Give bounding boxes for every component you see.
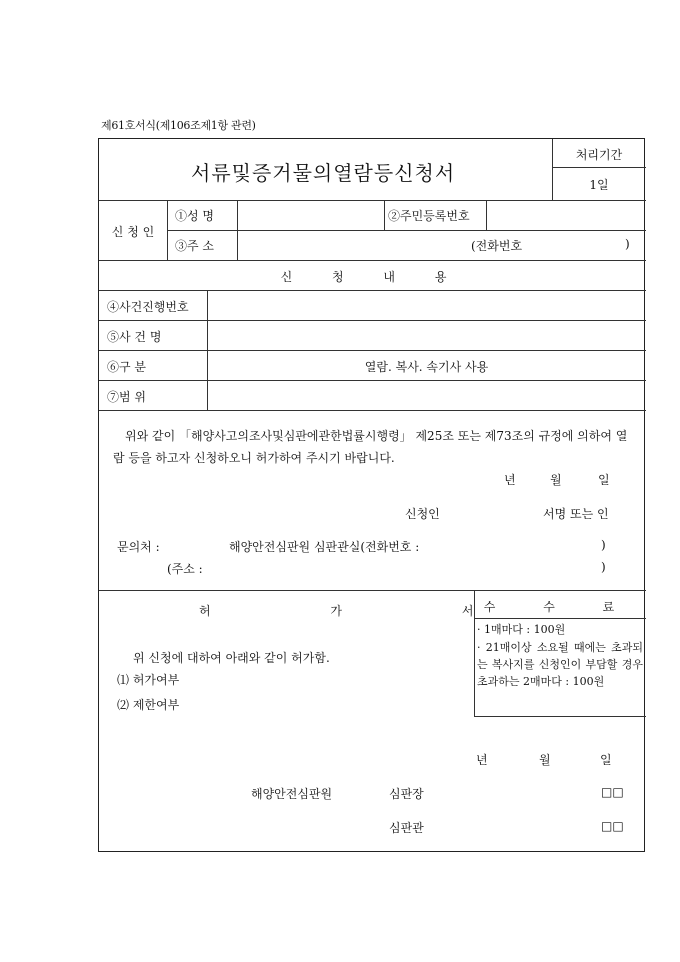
application-form [98,138,645,852]
contact-org: 해양안전심판원 심판관실(전화번호 : [229,540,420,554]
fee-line-2: · 21매이상 소요될 때에는 초과되는 복사지를 신청인이 부담할 경우 초과하는 2매마다 : 100원 [477,641,643,688]
permit-title: 허 가 서 [199,604,532,618]
permit-item-approval: ⑴ 허가여부 [117,673,180,687]
divider [99,410,646,411]
processing-period-label: 처리기간 [575,148,623,162]
category-label: ⑥구 분 [107,360,146,374]
contact-label: 문의처 : [117,540,160,554]
permit-date-day: 일 [600,753,612,767]
chief-judge-seal: □□ [601,785,624,799]
name-field[interactable] [238,201,383,229]
contact-address-close: ) [601,560,606,574]
scope-label: ⑦범 위 [107,390,146,404]
scope-field[interactable] [208,381,645,409]
permit-item-restriction: ⑵ 제한여부 [117,698,180,712]
divider [167,200,168,260]
chief-judge-label: 심판장 [389,787,424,801]
phone-close: ) [625,237,630,251]
case-name-label: ⑤사 건 명 [107,330,162,344]
processing-period-value: 1일 [589,178,609,192]
request-header: 신 청 내 용 [280,270,465,284]
rrn-label: ②주민등록번호 [388,209,470,223]
sign-or-seal-label: 서명 또는 인 [543,507,609,521]
form-number-label: 제61호서식(제106조제1항 관련) [101,119,256,132]
permit-date-year: 년 [476,753,488,767]
case-number-field[interactable] [208,291,645,319]
date-year: 년 [504,473,516,487]
date-month: 월 [550,473,562,487]
date-day: 일 [598,473,610,487]
contact-close: ) [601,538,606,552]
name-label: ①성 명 [175,209,214,223]
authority-org: 해양안전심판원 [251,787,333,801]
judge-label: 심판관 [389,821,424,835]
phone-field[interactable] [535,231,623,259]
permit-date-month: 월 [539,753,551,767]
contact-address-label: (주소 : [167,562,203,576]
applicant-label: 신 청 인 [111,225,155,239]
applicant-signature-label: 신청인 [405,507,440,521]
judge-seal: □□ [601,819,624,833]
rrn-field[interactable] [487,201,645,229]
permit-text: 위 신청에 대하여 아래와 같이 허가함. [133,651,330,665]
address-field[interactable] [238,231,468,259]
form-title: 서류및증거물의열람등신청서 [191,161,456,185]
divider [99,590,646,591]
address-label: ③주 소 [175,239,214,253]
divider [474,716,646,717]
case-number-label: ④사건진행번호 [107,300,189,314]
divider [384,200,385,230]
divider [552,167,646,168]
request-statement: 위와 같이 「해양사고의조사및심판에관한법률시행령」 제25조 또는 제73조의 규정에 의하여 열람 등을 하고자 신청하오니 허가하여 주시기 바랍니다. [113,429,628,465]
fee-title: 수 수 료 [483,600,637,614]
divider [99,350,646,351]
phone-label: (전화번호 [471,239,523,253]
fee-line-1: · 1매마다 : 100원 [477,623,566,636]
divider [99,260,646,261]
case-name-field[interactable] [208,321,645,349]
category-value: 열람. 복사. 속기사 사용 [364,360,489,374]
